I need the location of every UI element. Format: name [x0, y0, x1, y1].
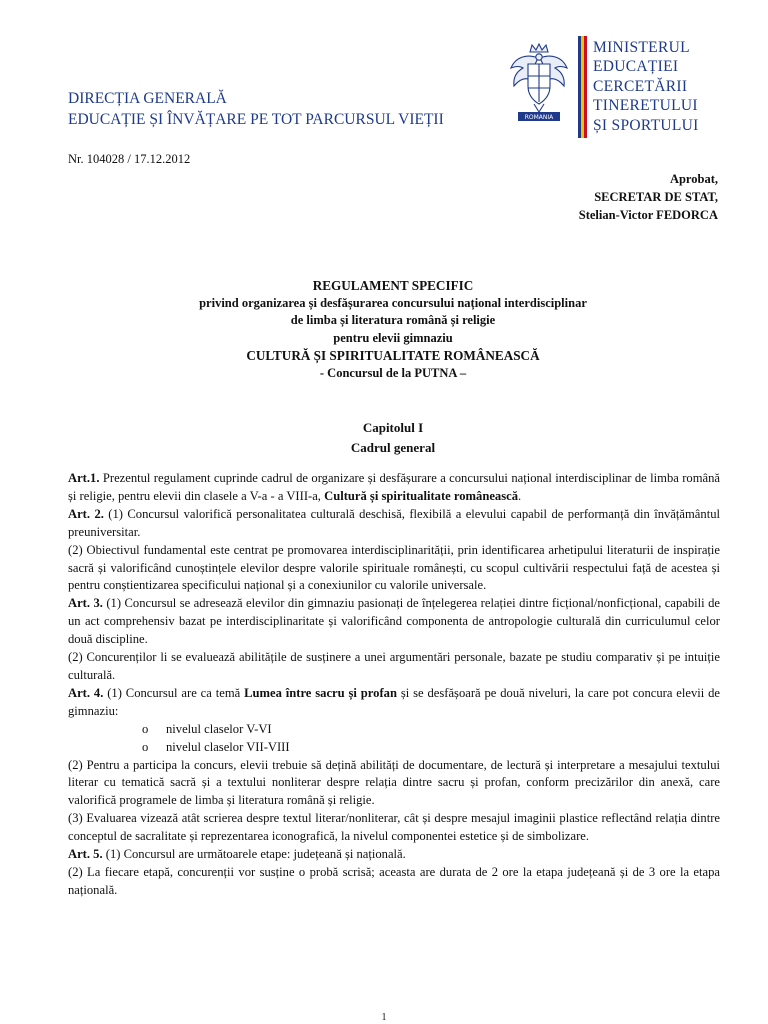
article-3-para-2: (2) Concurenților li se evaluează abilitățile de susținere a unei argumentări personale, bazate pe studiu comparativ și pe intuiție culturală.	[68, 650, 720, 682]
article-text: (1) Concursul are următoarele etape: județeană și națională.	[102, 847, 406, 862]
romania-coat-of-arms-icon	[508, 42, 570, 124]
ministry-line: EDUCAȚIEI	[593, 58, 679, 76]
article-4-para-3: (3) Evaluarea vizează atât scrierea despre textul literar/nonliterar, cât și despre mesajul imaginii plastice reflectând relația dintre conceptul de sacralitate și reprezentarea iconografică, la nivelul componentei estetice și de simbolizare.	[68, 811, 720, 844]
title-line-1: REGULAMENT SPECIFIC	[312, 278, 474, 293]
article-5-para-2: (2) La fiecare etapă, concurenții vor susține o probă scrisă; aceasta are durata de 2 ore la etapa județeană și de 3 ore la etapa națională.	[68, 864, 720, 897]
title-line-6: - Concursul de la PUTNA –	[319, 365, 467, 380]
article-label: Art. 5.	[68, 847, 103, 862]
registration-number: Nr. 104028 / 17.12.2012	[68, 152, 191, 166]
article-4-para-2: (2) Pentru a participa la concurs, elevii trebuie să dețină abilități de documentare, de lectură și interpretare a mesajului textului literar cu tematică sacră și a textului nonliterar despre relația dintre sacru și profan, conform precizărilor din anexă, care valorifică programele de limba și literatura română și religie.	[68, 757, 720, 808]
list-item	[68, 721, 720, 739]
bullet-marker: o	[142, 721, 149, 736]
article-1	[68, 470, 720, 506]
article-text: (1) Concursul se adresează elevilor din gimnaziu pasionați de înțelegerea relației dintre ficțional/nonficțional, capabili de un act comprehensiv bazat pe interdisciplinaritate și valorificând componenta de antropologie culturală din curriculumul celor două discipline.	[68, 596, 720, 647]
approval-block	[579, 170, 718, 224]
list-item-text: nivelul claselor VII-VIII	[166, 739, 290, 754]
title-line-3: de limba și literatura română și religie	[290, 313, 496, 328]
article-text: (1) Concursul valorifică personalitatea culturală deschisă, flexibilă a elevului capabil de performanță din învățământul preuniversitar.	[68, 506, 720, 539]
title-line-5: CULTURĂ ȘI SPIRITUALITATE ROMÂNEASCĂ	[246, 348, 540, 364]
article-text: .	[518, 488, 522, 503]
approval-line-3: Stelian-Victor FEDORCA	[578, 208, 718, 222]
crest-banner-text: ROMANIA	[524, 114, 554, 121]
approval-line-2: SECRETAR DE STAT,	[594, 190, 718, 204]
article-5-para-1	[68, 846, 720, 864]
page-number: 1	[381, 1012, 387, 1023]
article-3-para-1	[68, 595, 720, 649]
chapter-number: Capitolul I	[362, 420, 424, 435]
directia-line-2: EDUCAȚIE ȘI ÎNVĂȚARE PE TOT PARCURSUL VIEȚII	[68, 111, 444, 128]
list-item-text: nivelul claselor V-VI	[166, 721, 272, 736]
directia-line-1: DIRECȚIA GENERALĂ	[68, 90, 227, 107]
article-2-para-2: (2) Obiectivul fundamental este centrat pe promovarea interdisciplinarității, prin identificarea arhetipului literaturii de inspirație sacră și valorificând cunoștințele elevilor despre valorile spirituale românești, cu scopul cultivării respectului față de acestea și pentru conștientizarea specificului național și a conexiunilor cu valorile universale.	[68, 542, 720, 593]
article-text: și se desfășoară pe două niveluri, la care pot concura elevii de gimnaziu:	[68, 685, 721, 718]
article-label: Art. 3.	[68, 596, 103, 611]
article-text: (1) Concursul are ca temă	[103, 685, 245, 700]
article-emphasis: Cultură și spiritualitate românească	[324, 488, 519, 503]
tricolor-bar-red	[584, 36, 587, 138]
approval-line-1: Aprobat,	[669, 172, 718, 186]
article-label: Art.1.	[68, 471, 100, 485]
ministry-name	[593, 38, 699, 135]
chapter-heading	[68, 418, 718, 458]
bullet-marker: o	[142, 739, 149, 754]
title-line-4: pentru elevii gimnaziu	[333, 330, 453, 345]
article-text: Prezentul regulament cuprinde cadrul de organizare și desfășurare a concursului național interdisciplinar de limba română și religie, pentru elevii din clasele a V-a - a VIII-a,	[68, 471, 720, 503]
document-title	[68, 277, 718, 383]
ministry-line: TINERETULUI	[593, 97, 698, 115]
regulation-body	[68, 470, 720, 900]
article-label: Art. 4.	[68, 685, 104, 700]
chapter-name: Cadrul general	[350, 440, 436, 455]
ministry-line: CERCETĂRII	[593, 77, 688, 95]
title-line-2: privind organizarea și desfășurarea concursului național interdisciplinar	[199, 295, 587, 310]
ministry-line: MINISTERUL	[593, 39, 690, 56]
article-emphasis: Lumea între sacru și profan	[244, 685, 397, 700]
article-4-para-1	[68, 685, 720, 721]
list-item	[68, 739, 720, 757]
article-2-para-1	[68, 506, 720, 542]
directia-generala-heading	[68, 88, 444, 130]
article-label: Art. 2.	[68, 506, 104, 521]
ministry-line: ȘI SPORTULUI	[593, 116, 699, 134]
